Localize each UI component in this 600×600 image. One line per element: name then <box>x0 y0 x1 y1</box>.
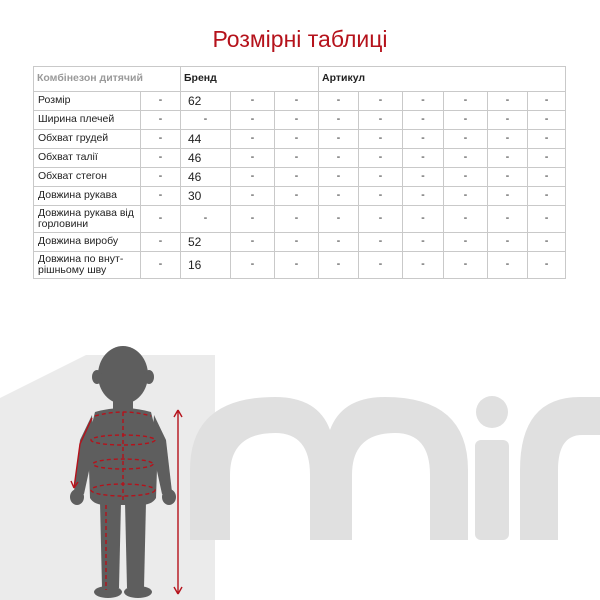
row-label: Обхват стегон <box>34 168 141 187</box>
table-cell: - <box>319 168 359 187</box>
table-row <box>34 111 566 130</box>
table-cell: - <box>403 252 444 279</box>
table-cell: - <box>444 233 488 252</box>
product-name: Комбінезон дитячий <box>34 67 181 92</box>
table-cell: - <box>488 206 528 233</box>
table-cell: - <box>141 92 181 111</box>
table-cell: - <box>359 111 403 130</box>
table-cell: - <box>528 168 566 187</box>
table-cell: 30 <box>181 187 231 206</box>
table-row <box>34 206 566 233</box>
table-row <box>34 187 566 206</box>
table-cell: - <box>403 168 444 187</box>
size-table <box>33 66 566 279</box>
table-cell: - <box>359 92 403 111</box>
table-cell: - <box>231 206 275 233</box>
table-cell: - <box>275 233 319 252</box>
table-cell: - <box>319 206 359 233</box>
table-cell: - <box>488 187 528 206</box>
table-cell: 52 <box>181 233 231 252</box>
table-cell: 44 <box>181 130 231 149</box>
table-row <box>34 168 566 187</box>
table-cell: - <box>319 130 359 149</box>
table-cell: - <box>141 149 181 168</box>
table-cell: - <box>528 149 566 168</box>
size-rows <box>34 92 566 279</box>
table-row <box>34 130 566 149</box>
table-cell: - <box>528 206 566 233</box>
table-row <box>34 92 566 111</box>
table-cell: - <box>488 168 528 187</box>
table-cell: - <box>488 149 528 168</box>
table-cell: - <box>488 92 528 111</box>
table-cell: - <box>181 111 231 130</box>
row-label: Довжина виробу <box>34 233 141 252</box>
table-cell: 46 <box>181 168 231 187</box>
page-title: Розмірні таблиці <box>212 26 388 52</box>
table-cell: - <box>444 92 488 111</box>
table-cell: - <box>488 111 528 130</box>
table-cell: 16 <box>181 252 231 279</box>
table-cell: - <box>319 149 359 168</box>
row-label: Довжина по внут- рішньому шву <box>34 252 141 279</box>
table-cell: - <box>231 168 275 187</box>
table-cell: - <box>141 252 181 279</box>
table-cell: - <box>403 111 444 130</box>
table-cell: - <box>444 252 488 279</box>
table-cell: - <box>403 130 444 149</box>
table-cell: - <box>231 187 275 206</box>
table-cell: - <box>528 252 566 279</box>
table-cell: - <box>231 111 275 130</box>
measurement-illustration <box>0 330 600 600</box>
row-label: Розмір <box>34 92 141 111</box>
table-row <box>34 252 566 279</box>
table-cell: - <box>141 130 181 149</box>
table-cell: - <box>359 187 403 206</box>
table-cell: - <box>275 111 319 130</box>
table-cell: - <box>444 111 488 130</box>
table-cell: - <box>444 187 488 206</box>
table-cell: - <box>141 206 181 233</box>
table-cell: - <box>403 206 444 233</box>
table-header-row <box>34 67 566 92</box>
table-cell: - <box>319 111 359 130</box>
table-cell: - <box>319 92 359 111</box>
table-cell: - <box>275 149 319 168</box>
table-cell: - <box>403 149 444 168</box>
table-cell: - <box>359 149 403 168</box>
table-cell: - <box>528 130 566 149</box>
row-label: Довжина рукава від горловини <box>34 206 141 233</box>
table-cell: - <box>231 233 275 252</box>
table-cell: - <box>528 111 566 130</box>
table-cell: - <box>231 149 275 168</box>
table-cell: - <box>141 111 181 130</box>
table-cell: - <box>528 233 566 252</box>
row-label: Довжина рукава <box>34 187 141 206</box>
brand-logo <box>190 396 600 540</box>
table-cell: - <box>141 168 181 187</box>
row-label: Обхват грудей <box>34 130 141 149</box>
table-row <box>34 233 566 252</box>
table-cell: - <box>444 206 488 233</box>
table-cell: - <box>319 233 359 252</box>
table-cell: - <box>444 149 488 168</box>
table-cell: - <box>275 252 319 279</box>
table-cell: - <box>181 206 231 233</box>
table-cell: - <box>488 233 528 252</box>
table-cell: - <box>275 187 319 206</box>
table-cell: - <box>359 252 403 279</box>
table-cell: - <box>275 92 319 111</box>
table-cell: - <box>488 130 528 149</box>
table-cell: - <box>141 233 181 252</box>
table-cell: - <box>231 92 275 111</box>
article-header: Артикул <box>319 67 566 92</box>
table-cell: - <box>141 187 181 206</box>
table-cell: - <box>275 130 319 149</box>
table-cell: - <box>275 206 319 233</box>
table-cell: - <box>359 206 403 233</box>
table-cell: - <box>359 130 403 149</box>
table-cell: - <box>231 252 275 279</box>
table-cell: - <box>231 130 275 149</box>
table-cell: 46 <box>181 149 231 168</box>
table-cell: - <box>444 168 488 187</box>
table-cell: - <box>444 130 488 149</box>
table-cell: - <box>403 187 444 206</box>
table-cell: - <box>319 187 359 206</box>
table-cell: - <box>359 168 403 187</box>
row-label: Ширина плечей <box>34 111 141 130</box>
table-cell: 62 <box>181 92 231 111</box>
brand-header: Бренд <box>181 67 319 92</box>
table-row <box>34 149 566 168</box>
table-cell: - <box>528 92 566 111</box>
table-cell: - <box>275 168 319 187</box>
table-cell: - <box>403 92 444 111</box>
table-cell: - <box>359 233 403 252</box>
table-cell: - <box>319 252 359 279</box>
table-cell: - <box>528 187 566 206</box>
row-label: Обхват талії <box>34 149 141 168</box>
table-cell: - <box>488 252 528 279</box>
table-cell: - <box>403 233 444 252</box>
